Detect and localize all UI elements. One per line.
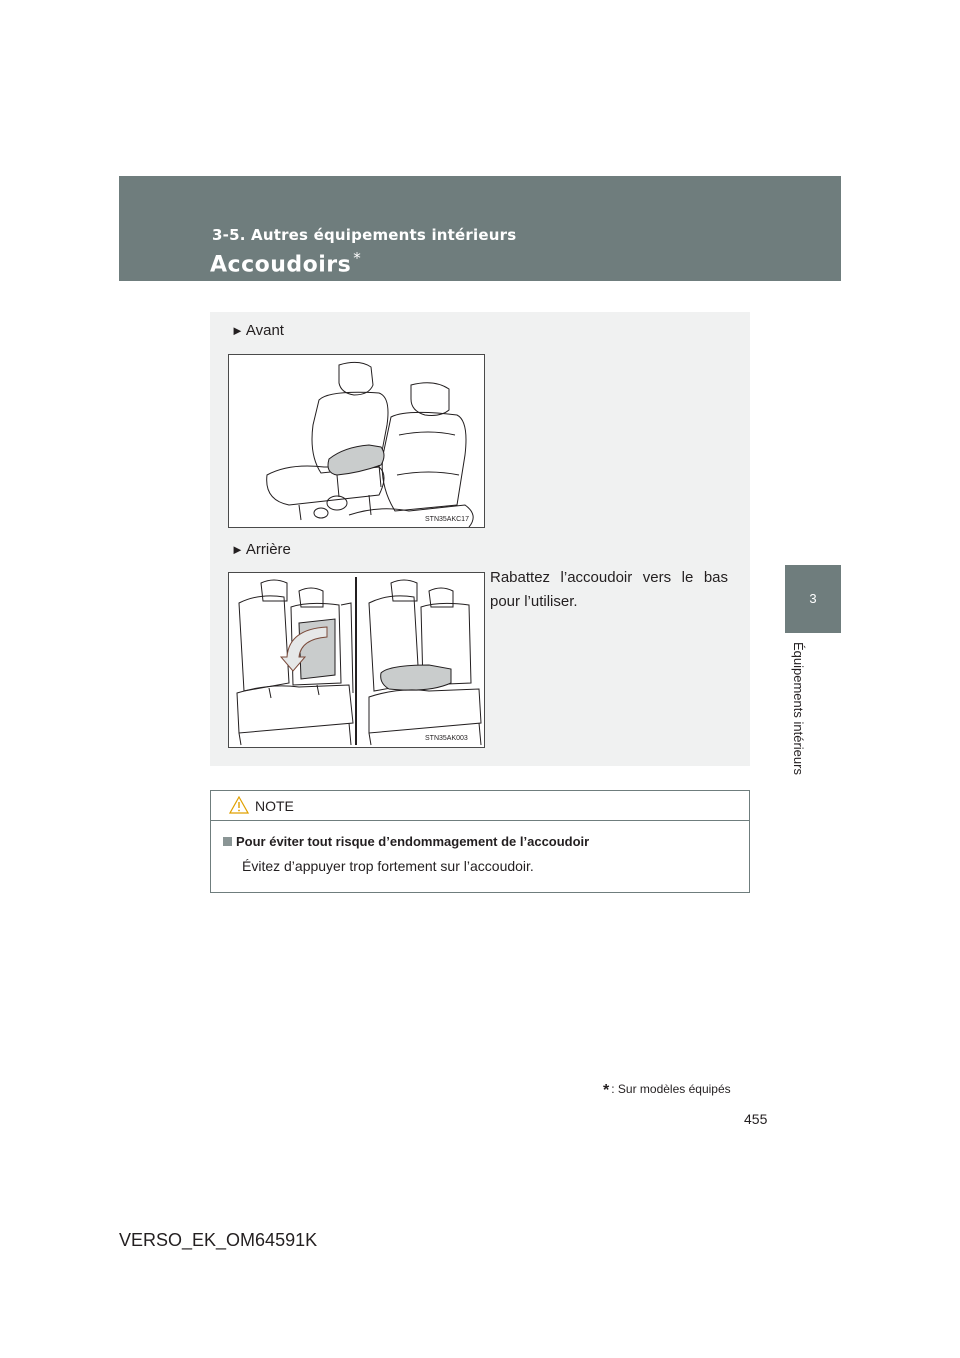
front-heading xyxy=(231,322,284,339)
front-seats-illustration xyxy=(229,355,484,527)
footnote-text: : Sur modèles équipés xyxy=(611,1082,731,1096)
section-label: 3-5. Autres équipements intérieurs xyxy=(212,226,517,244)
rear-armrest-figure xyxy=(228,572,485,748)
triangle-bullet-icon: ► xyxy=(231,323,244,338)
note-title xyxy=(223,834,589,849)
rear-heading xyxy=(231,541,291,558)
rear-figure-code: STN35AK003 xyxy=(425,735,468,742)
page-title xyxy=(210,249,361,277)
note-label: NOTE xyxy=(255,798,294,814)
chapter-tab-label: Équipements intérieurs xyxy=(791,642,806,775)
front-armrest-figure xyxy=(228,354,485,528)
footnote xyxy=(603,1082,731,1100)
square-bullet-icon xyxy=(223,837,232,846)
note-title-text: Pour éviter tout risque d’endommagement de l’accoudoir xyxy=(236,834,590,849)
warning-triangle-icon xyxy=(229,796,249,814)
note-body: Évitez d’appuyer trop fortement sur l’accoudoir. xyxy=(242,858,534,874)
note-box xyxy=(210,790,750,893)
rear-description: Rabattez l’accoudoir vers le bas pour l’utiliser. xyxy=(490,569,728,610)
front-figure-code: STN35AKC17 xyxy=(425,516,469,523)
note-header xyxy=(211,791,749,821)
title-asterisk: * xyxy=(353,249,362,267)
triangle-bullet-icon: ► xyxy=(231,542,244,557)
rear-heading-text: Arrière xyxy=(245,541,291,558)
rear-seats-illustration xyxy=(229,573,484,747)
page-number: 455 xyxy=(744,1111,768,1127)
front-heading-text: Avant xyxy=(245,322,284,339)
footnote-asterisk: * xyxy=(603,1082,610,1099)
model-code: VERSO_EK_OM64591K xyxy=(119,1230,318,1250)
page-title-text: Accoudoirs xyxy=(210,252,352,278)
chapter-tab-number: 3 xyxy=(785,565,841,633)
